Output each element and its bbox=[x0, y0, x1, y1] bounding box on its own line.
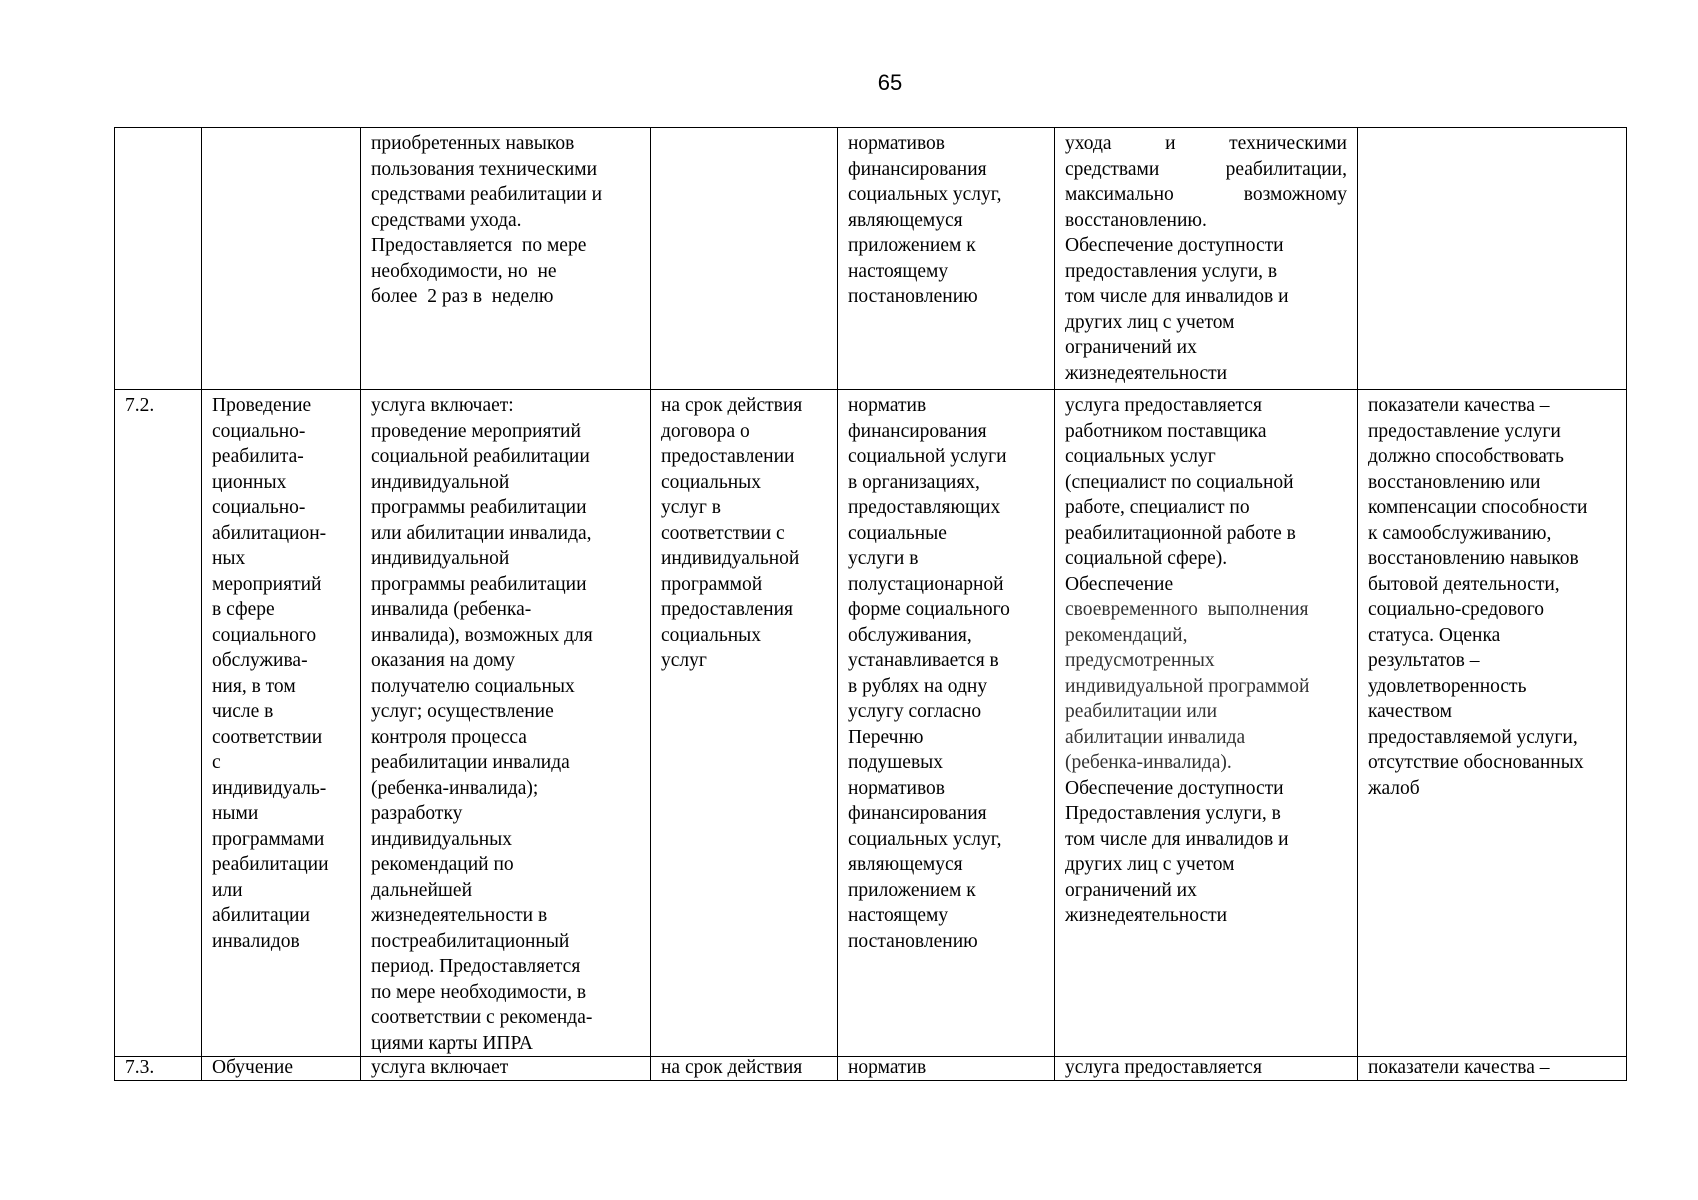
cell-line: жалоб bbox=[1368, 777, 1420, 799]
cell-line: на срок действия bbox=[661, 1057, 803, 1078]
cell-line: жизнедеятельности bbox=[1065, 362, 1228, 384]
cell-line: социальных bbox=[661, 471, 762, 493]
cell-line: работником поставщика bbox=[1065, 420, 1267, 442]
cell-line: оказания на дому bbox=[371, 650, 516, 671]
cell-line: соответствии с рекоменда- bbox=[371, 1007, 593, 1028]
cell-line: разработку bbox=[371, 803, 463, 824]
cell-line: норматив bbox=[848, 1057, 927, 1078]
cell-line: компенсации способности bbox=[1368, 497, 1588, 518]
cell-line: удовлетворенность bbox=[1368, 675, 1527, 697]
cell-line: получателю социальных bbox=[371, 675, 575, 697]
cell-line: бытовой деятельности, bbox=[1368, 573, 1560, 595]
cell-line: являющемуся bbox=[848, 854, 963, 875]
cell-line: настоящему bbox=[848, 260, 949, 282]
cell-line: мероприятий bbox=[212, 573, 322, 595]
cell-line: работе, специалист по bbox=[1065, 497, 1250, 518]
cell-line: индивидуаль- bbox=[212, 777, 327, 799]
cell-line: реабилитационной работе в bbox=[1065, 522, 1296, 544]
cell-line: качеством bbox=[1368, 701, 1452, 722]
cell-line: устанавливается в bbox=[848, 650, 999, 671]
cell-line: том числе для инвалидов и bbox=[1065, 286, 1289, 307]
cell-cost bbox=[838, 128, 1055, 390]
cell-line: отсутствие обоснованных bbox=[1368, 752, 1584, 773]
cell-line: предоставления услуги, в bbox=[1065, 260, 1278, 282]
services-table bbox=[114, 127, 1627, 1081]
cell-line: абилитации инвалида bbox=[1065, 726, 1246, 748]
cell-line: Предоставления услуги, в bbox=[1065, 803, 1281, 824]
cell-line: с bbox=[212, 752, 221, 773]
cell-line: нормативов bbox=[848, 133, 945, 154]
cell-line: постановлению bbox=[848, 286, 978, 307]
cell-line: пользования техническими bbox=[371, 158, 598, 180]
cell-line: обслужива- bbox=[212, 650, 308, 671]
table-row bbox=[115, 128, 1627, 390]
cell-num bbox=[115, 1057, 202, 1081]
cell-line: на срок действия bbox=[661, 395, 803, 416]
cell-line: числе в bbox=[212, 701, 274, 722]
cell-num bbox=[115, 390, 202, 1057]
cell-line: статуса. Оценка bbox=[1368, 624, 1501, 646]
cell-line: услуга включает bbox=[371, 1057, 509, 1078]
cell-line: программами bbox=[212, 828, 325, 850]
cell-line: в рублях на одну bbox=[848, 675, 988, 697]
cell-line: обслуживания, bbox=[848, 624, 972, 646]
cell-line: ными bbox=[212, 803, 259, 824]
cell-cost bbox=[838, 390, 1055, 1057]
table-row bbox=[115, 390, 1627, 1057]
cell-line: Проведение bbox=[212, 395, 312, 416]
cell-conditions bbox=[1055, 1057, 1358, 1081]
cell-content bbox=[361, 390, 651, 1057]
cell-line: нормативов bbox=[848, 777, 945, 799]
cell-line: необходимости, но не bbox=[371, 260, 557, 282]
cell-line: к самообслуживанию, bbox=[1368, 522, 1552, 544]
cell-line: контроля процесса bbox=[371, 726, 527, 748]
cell-line: индивидуальной программой bbox=[1065, 675, 1310, 697]
cell-line: предоставляющих bbox=[848, 497, 1001, 518]
cell-line: показатели качества – bbox=[1368, 1057, 1550, 1078]
cell-line: реабилита- bbox=[212, 446, 304, 467]
cell-indicators bbox=[1358, 390, 1627, 1057]
cell-line: социальных услуг, bbox=[848, 184, 1002, 205]
cell-line: настоящему bbox=[848, 905, 949, 926]
cell-term bbox=[651, 128, 838, 390]
cell-line: рекомендаций, bbox=[1065, 624, 1188, 646]
cell-line: более 2 раз в неделю bbox=[371, 286, 554, 307]
cell-line: других лиц с учетом bbox=[1065, 854, 1235, 875]
cell-line: том числе для инвалидов и bbox=[1065, 828, 1289, 850]
cell-content bbox=[361, 1057, 651, 1081]
cell-line: Обеспечение доступности bbox=[1065, 777, 1284, 799]
cell-line: услуга включает: bbox=[371, 395, 514, 416]
cell-line: форме социального bbox=[848, 599, 1010, 620]
cell-line: постановлению bbox=[848, 930, 978, 952]
cell-line: в организациях, bbox=[848, 471, 980, 493]
cell-line: социальных bbox=[661, 624, 762, 646]
cell-line: других лиц с учетом bbox=[1065, 311, 1235, 333]
cell-name bbox=[202, 1057, 361, 1081]
cell-conditions bbox=[1055, 128, 1358, 390]
cell-line: или bbox=[212, 879, 243, 901]
cell-line: социальных услуг bbox=[1065, 446, 1216, 467]
cell-line: Перечню bbox=[848, 726, 924, 748]
cell-content bbox=[361, 128, 651, 390]
cell-line: средствами ухода. bbox=[371, 209, 522, 231]
cell-line: ухода и техническими bbox=[1065, 133, 1347, 154]
cell-line: ных bbox=[212, 548, 246, 569]
cell-line: услуг bbox=[661, 650, 707, 671]
cell-line: в сфере bbox=[212, 599, 275, 620]
cell-line: соответствии с bbox=[661, 522, 785, 544]
cell-line: реабилитации инвалида bbox=[371, 752, 570, 773]
cell-line: индивидуальной bbox=[661, 548, 800, 569]
cell-line: социального bbox=[212, 624, 317, 646]
cell-line: восстановлению или bbox=[1368, 471, 1541, 493]
cell-cost bbox=[838, 1057, 1055, 1081]
cell-line: по мере необходимости, в bbox=[371, 981, 587, 1003]
cell-line: подушевых bbox=[848, 752, 944, 773]
cell-line: услуга предоставляется bbox=[1065, 1057, 1262, 1078]
cell-line: норматив bbox=[848, 395, 927, 416]
cell-text: 7.2. bbox=[125, 395, 155, 416]
table-row bbox=[115, 1057, 1627, 1081]
cell-indicators bbox=[1358, 128, 1627, 390]
cell-line: инвалидов bbox=[212, 930, 300, 952]
cell-line: Предоставляется по мере bbox=[371, 235, 587, 256]
cell-term bbox=[651, 1057, 838, 1081]
cell-line: услуг в bbox=[661, 497, 721, 518]
cell-line: договора о bbox=[661, 420, 750, 442]
cell-line: социальной сфере). bbox=[1065, 548, 1228, 569]
cell-line: (специалист по социальной bbox=[1065, 471, 1294, 493]
cell-line: средствами реабилитации, bbox=[1065, 158, 1347, 180]
cell-line: ния, в том bbox=[212, 675, 296, 697]
cell-line: социальной услуги bbox=[848, 446, 1007, 467]
cell-line: услуги в bbox=[848, 548, 919, 569]
cell-line: приложением к bbox=[848, 879, 976, 901]
cell-line: реабилитации или bbox=[1065, 701, 1218, 722]
cell-line: период. Предоставляется bbox=[371, 956, 581, 977]
cell-line: инвалида), возможных для bbox=[371, 624, 593, 646]
cell-line: социальных услуг, bbox=[848, 828, 1002, 850]
cell-conditions bbox=[1055, 390, 1358, 1057]
cell-line: программой bbox=[661, 573, 763, 595]
cell-line: программы реабилитации bbox=[371, 573, 587, 595]
cell-name bbox=[202, 390, 361, 1057]
cell-line: циями карты ИПРА bbox=[371, 1032, 533, 1054]
cell-num bbox=[115, 128, 202, 390]
cell-line: услугу согласно bbox=[848, 701, 982, 722]
cell-line: постреабилитационный bbox=[371, 930, 570, 952]
cell-line: программы реабилитации bbox=[371, 497, 587, 518]
cell-line: Обеспечение bbox=[1065, 573, 1174, 595]
cell-name bbox=[202, 128, 361, 390]
cell-line: социальной реабилитации bbox=[371, 446, 590, 467]
cell-text: 7.3. bbox=[125, 1057, 155, 1078]
cell-line: индивидуальной bbox=[371, 471, 510, 493]
cell-line: максимально возможному bbox=[1065, 184, 1347, 205]
cell-line: жизнедеятельности в bbox=[371, 905, 548, 926]
cell-line: инвалида (ребенка- bbox=[371, 599, 532, 620]
cell-line: полустационарной bbox=[848, 573, 1004, 595]
cell-line: или абилитации инвалида, bbox=[371, 522, 592, 544]
cell-line: предусмотренных bbox=[1065, 650, 1215, 671]
cell-line: (ребенка-инвалида). bbox=[1065, 752, 1232, 773]
cell-line: индивидуальных bbox=[371, 828, 513, 850]
cell-line: рекомендаций по bbox=[371, 854, 514, 875]
cell-line: социальные bbox=[848, 522, 947, 544]
cell-line: услуга предоставляется bbox=[1065, 395, 1262, 416]
cell-line: финансирования bbox=[848, 420, 987, 442]
cell-line: являющемуся bbox=[848, 209, 963, 231]
cell-line: должно способствовать bbox=[1368, 446, 1564, 467]
cell-line: социально-средового bbox=[1368, 599, 1544, 620]
cell-line: Обеспечение доступности bbox=[1065, 235, 1284, 256]
cell-line: ограничений их bbox=[1065, 879, 1197, 901]
cell-line: (ребенка-инвалида); bbox=[371, 777, 539, 799]
cell-line: ционных bbox=[212, 471, 287, 493]
cell-line: соответствии bbox=[212, 726, 323, 748]
cell-line: результатов – bbox=[1368, 650, 1480, 671]
cell-line: своевременного выполнения bbox=[1065, 599, 1309, 620]
cell-line: показатели качества – bbox=[1368, 395, 1550, 416]
cell-line: Обучение bbox=[212, 1057, 293, 1078]
cell-line: абилитации bbox=[212, 905, 310, 926]
cell-line: ограничений их bbox=[1065, 337, 1197, 358]
cell-line: финансирования bbox=[848, 158, 987, 180]
cell-line: предоставления bbox=[661, 599, 793, 620]
cell-line: средствами реабилитации и bbox=[371, 184, 603, 205]
cell-line: финансирования bbox=[848, 803, 987, 824]
cell-line: проведение мероприятий bbox=[371, 420, 581, 442]
cell-line: реабилитации bbox=[212, 854, 329, 875]
cell-line: восстановлению. bbox=[1065, 209, 1207, 231]
cell-line: жизнедеятельности bbox=[1065, 905, 1228, 926]
cell-term bbox=[651, 390, 838, 1057]
cell-line: приобретенных навыков bbox=[371, 133, 575, 154]
cell-line: восстановлению навыков bbox=[1368, 548, 1579, 569]
cell-line: социально- bbox=[212, 497, 306, 518]
cell-line: предоставлении bbox=[661, 446, 795, 467]
cell-indicators bbox=[1358, 1057, 1627, 1081]
cell-line: абилитацион- bbox=[212, 522, 327, 544]
cell-line: услуг; осуществление bbox=[371, 701, 554, 722]
cell-line: предоставляемой услуги, bbox=[1368, 726, 1578, 748]
cell-line: индивидуальной bbox=[371, 548, 510, 569]
page-number: 65 bbox=[877, 70, 903, 95]
cell-line: дальнейшей bbox=[371, 879, 473, 901]
cell-line: предоставление услуги bbox=[1368, 420, 1561, 442]
cell-line: приложением к bbox=[848, 235, 976, 256]
cell-line: социально- bbox=[212, 420, 306, 442]
